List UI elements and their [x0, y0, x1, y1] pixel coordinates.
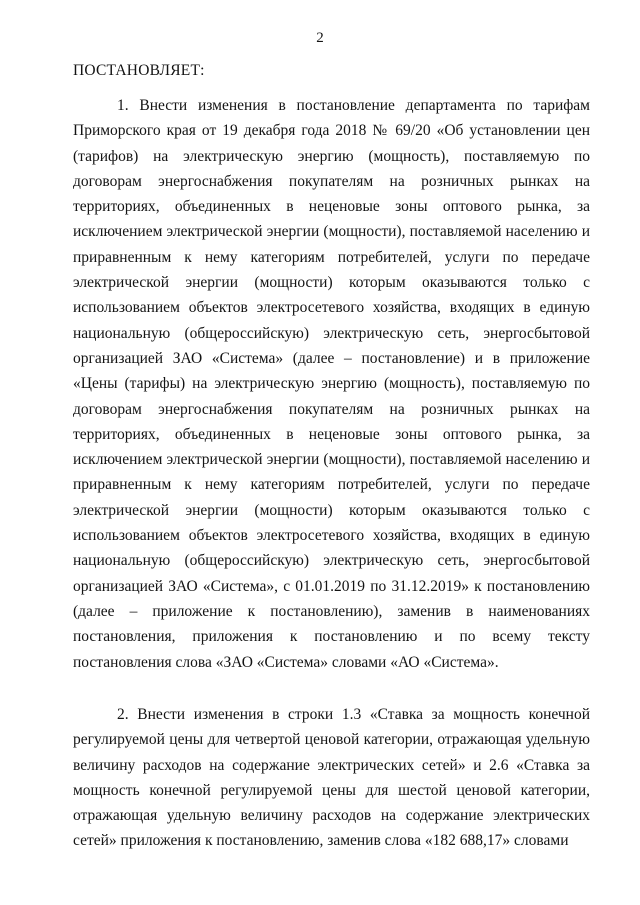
resolution-heading: ПОСТАНОВЛЯЕТ:	[73, 62, 205, 79]
paragraph-2: 2. Внести изменения в строки 1.3 «Ставка за мощность конечной регулируемой цены для четвертой ценовой категории, отражающая удельную величину расходов на содержание электрических сетей» и 2.6 «Ставка за мощность конечной регулируемой цены для шестой ценовой категории, отражающая удельную величину расходов на содержание электрических сетей» приложения к постановлению, заменив слова «182 688,17» словами	[73, 706, 590, 850]
page-number: 2	[316, 30, 324, 46]
paragraph-1: 1. Внести изменения в постановление департамента по тарифам Приморского края от 19 декабря года 2018 № 69/20 «Об установлении цен (тарифов) на электрическую энергию (мощность), поставляемую по договорам энергоснабжения покупателям на розничных рынках на территориях, объединенных в неценовые зоны оптового рынка, за исключением электрической энергии (мощности), поставляемой населению и приравненным к нему категориям потребителей, услуги по передаче электрической энергии (мощности) которым оказываются только с использованием объектов электросетевого хозяйства, входящих в единую национальную (общероссийскую) электрическую сеть, энергосбытовой организацией ЗАО «Система» (далее – постановление) и в приложение «Цены (тарифы) на электрическую энергию (мощность), поставляемую по договорам энергоснабжения покупателям на розничных рынках на территориях, объединенных в неценовые зоны оптового рынка, за исключением электрической энергии (мощности), поставляемой населению и приравненным к нему категориям потребителей, услуги по передаче электрической энергии (мощности) которым оказываются только с использованием объектов электросетевого хозяйства, входящих в единую национальную (общероссийскую) электрическую сеть, энергосбытовой организацией ЗАО «Система», с 01.01.2019 по 31.12.2019» к постановлению (далее – приложение к постановлению), заменив в наименованиях постановления, приложения к постановлению и по всему тексту постановления слова «ЗАО «Система» словами «АО «Система».	[73, 97, 590, 671]
